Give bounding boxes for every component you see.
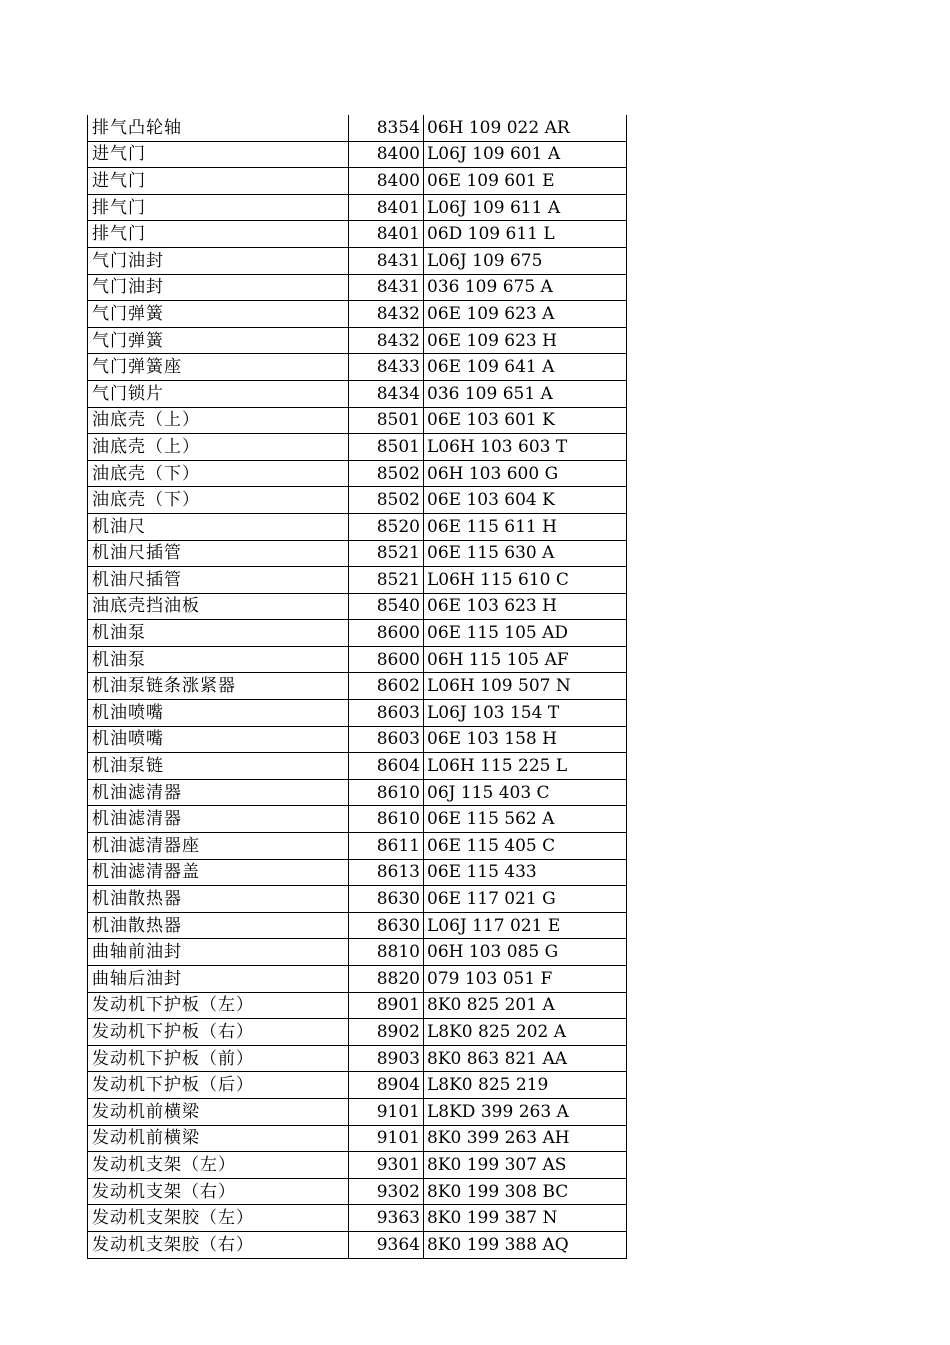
part-name-cell: 机油滤清器座 [88,833,349,860]
part-code-cell: 8502 [349,460,424,487]
table-row [88,939,627,966]
part-number-cell: 06E 109 641 A [424,354,627,381]
part-number-cell: L8K0 825 219 [424,1072,627,1099]
parts-table-body [88,115,627,1258]
table-row [88,1045,627,1072]
table-row [88,460,627,487]
part-code-cell: 8603 [349,700,424,727]
table-row [88,354,627,381]
table-row [88,806,627,833]
table-row [88,673,627,700]
part-name-cell: 机油尺插管 [88,567,349,594]
part-name-cell: 气门油封 [88,274,349,301]
table-row [88,1205,627,1232]
part-number-cell: L8KD 399 263 A [424,1098,627,1125]
part-name-cell: 油底壳（上） [88,407,349,434]
part-code-cell: 8610 [349,806,424,833]
table-row [88,593,627,620]
part-code-cell: 8540 [349,593,424,620]
part-code-cell: 8902 [349,1019,424,1046]
table-row [88,141,627,168]
part-name-cell: 油底壳（下） [88,487,349,514]
part-number-cell: L8K0 825 202 A [424,1019,627,1046]
part-code-cell: 9302 [349,1178,424,1205]
part-name-cell: 进气门 [88,168,349,195]
table-row [88,992,627,1019]
part-number-cell: 06E 103 601 K [424,407,627,434]
part-name-cell: 油底壳（上） [88,434,349,461]
table-row [88,1152,627,1179]
part-name-cell: 发动机下护板（前） [88,1045,349,1072]
part-code-cell: 8903 [349,1045,424,1072]
part-number-cell: 06H 115 105 AF [424,646,627,673]
part-name-cell: 油底壳（下） [88,460,349,487]
table-row [88,859,627,886]
part-name-cell: 发动机下护板（左） [88,992,349,1019]
part-code-cell: 8520 [349,513,424,540]
part-number-cell: L06J 109 675 [424,247,627,274]
part-code-cell: 8431 [349,247,424,274]
part-name-cell: 机油滤清器盖 [88,859,349,886]
table-row [88,434,627,461]
part-code-cell: 8434 [349,380,424,407]
part-number-cell: 06E 109 623 H [424,327,627,354]
table-row [88,301,627,328]
part-number-cell: 8K0 399 263 AH [424,1125,627,1152]
part-name-cell: 机油滤清器 [88,806,349,833]
part-name-cell: 机油泵 [88,620,349,647]
part-number-cell: 06E 109 623 A [424,301,627,328]
part-name-cell: 机油泵链 [88,753,349,780]
part-code-cell: 9101 [349,1098,424,1125]
part-name-cell: 排气门 [88,221,349,248]
part-name-cell: 气门弹簧座 [88,354,349,381]
table-row [88,115,627,141]
part-code-cell: 8904 [349,1072,424,1099]
part-name-cell: 排气凸轮轴 [88,115,349,141]
table-row [88,1098,627,1125]
table-row [88,1072,627,1099]
part-code-cell: 8901 [349,992,424,1019]
part-number-cell: 8K0 199 388 AQ [424,1231,627,1258]
table-row [88,513,627,540]
table-row [88,646,627,673]
part-code-cell: 9364 [349,1231,424,1258]
part-code-cell: 8603 [349,726,424,753]
part-name-cell: 机油尺 [88,513,349,540]
part-name-cell: 发动机下护板（右） [88,1019,349,1046]
part-number-cell: 079 103 051 F [424,966,627,993]
part-number-cell: 036 109 675 A [424,274,627,301]
table-row [88,327,627,354]
table-row [88,753,627,780]
part-code-cell: 8432 [349,301,424,328]
part-number-cell: L06J 109 611 A [424,194,627,221]
part-name-cell: 发动机支架（左） [88,1152,349,1179]
part-name-cell: 曲轴前油封 [88,939,349,966]
table-row [88,407,627,434]
part-code-cell: 8401 [349,221,424,248]
table-row [88,168,627,195]
table-row [88,1231,627,1258]
part-number-cell: 06E 103 623 H [424,593,627,620]
table-row [88,247,627,274]
part-code-cell: 8521 [349,540,424,567]
table-row [88,194,627,221]
part-code-cell: 8820 [349,966,424,993]
part-number-cell: L06J 103 154 T [424,700,627,727]
part-name-cell: 机油滤清器 [88,779,349,806]
table-row [88,1125,627,1152]
part-name-cell: 机油散热器 [88,912,349,939]
part-number-cell: 036 109 651 A [424,380,627,407]
part-code-cell: 8433 [349,354,424,381]
part-code-cell: 8610 [349,779,424,806]
table-row [88,620,627,647]
part-code-cell: 8432 [349,327,424,354]
part-name-cell: 曲轴后油封 [88,966,349,993]
part-name-cell: 气门锁片 [88,380,349,407]
part-name-cell: 发动机支架（右） [88,1178,349,1205]
part-number-cell: 06H 109 022 AR [424,115,627,141]
part-number-cell: 06E 115 405 C [424,833,627,860]
part-code-cell: 9363 [349,1205,424,1232]
part-code-cell: 9301 [349,1152,424,1179]
part-name-cell: 气门弹簧 [88,327,349,354]
table-row [88,912,627,939]
table-row [88,886,627,913]
part-number-cell: 06E 117 021 G [424,886,627,913]
part-number-cell: L06J 109 601 A [424,141,627,168]
part-number-cell: L06H 109 507 N [424,673,627,700]
part-name-cell: 气门油封 [88,247,349,274]
part-number-cell: 06E 103 604 K [424,487,627,514]
part-code-cell: 8501 [349,407,424,434]
part-name-cell: 发动机支架胶（左） [88,1205,349,1232]
table-row [88,966,627,993]
table-row [88,221,627,248]
part-number-cell: L06H 115 225 L [424,753,627,780]
part-name-cell: 排气门 [88,194,349,221]
part-number-cell: L06H 103 603 T [424,434,627,461]
part-code-cell: 8602 [349,673,424,700]
part-code-cell: 8400 [349,141,424,168]
table-row [88,567,627,594]
part-code-cell: 8501 [349,434,424,461]
table-row [88,487,627,514]
part-name-cell: 发动机前横梁 [88,1125,349,1152]
part-name-cell: 机油喷嘴 [88,700,349,727]
part-code-cell: 8611 [349,833,424,860]
table-row [88,726,627,753]
part-number-cell: 06E 109 601 E [424,168,627,195]
table-row [88,540,627,567]
table-row [88,1178,627,1205]
table-row [88,380,627,407]
part-number-cell: 06D 109 611 L [424,221,627,248]
part-code-cell: 8502 [349,487,424,514]
part-code-cell: 8604 [349,753,424,780]
part-name-cell: 机油尺插管 [88,540,349,567]
part-number-cell: 06E 103 158 H [424,726,627,753]
part-number-cell: L06J 117 021 E [424,912,627,939]
part-number-cell: 06H 103 085 G [424,939,627,966]
part-number-cell: 06H 103 600 G [424,460,627,487]
part-code-cell: 8431 [349,274,424,301]
part-number-cell: 8K0 863 821 AA [424,1045,627,1072]
part-name-cell: 机油泵 [88,646,349,673]
part-name-cell: 气门弹簧 [88,301,349,328]
part-code-cell: 8613 [349,859,424,886]
part-number-cell: 06E 115 105 AD [424,620,627,647]
part-number-cell: 8K0 199 308 BC [424,1178,627,1205]
part-number-cell: L06H 115 610 C [424,567,627,594]
part-name-cell: 进气门 [88,141,349,168]
part-number-cell: 8K0 825 201 A [424,992,627,1019]
part-number-cell: 8K0 199 387 N [424,1205,627,1232]
part-code-cell: 8810 [349,939,424,966]
part-number-cell: 06E 115 433 [424,859,627,886]
part-code-cell: 8400 [349,168,424,195]
table-row [88,1019,627,1046]
part-code-cell: 8401 [349,194,424,221]
table-row [88,779,627,806]
part-code-cell: 8600 [349,620,424,647]
part-name-cell: 机油喷嘴 [88,726,349,753]
part-number-cell: 06E 115 630 A [424,540,627,567]
part-code-cell: 8354 [349,115,424,141]
part-code-cell: 8600 [349,646,424,673]
part-name-cell: 机油泵链条涨紧器 [88,673,349,700]
part-name-cell: 发动机支架胶（右） [88,1231,349,1258]
part-name-cell: 发动机前横梁 [88,1098,349,1125]
part-number-cell: 06E 115 562 A [424,806,627,833]
table-row [88,833,627,860]
part-number-cell: 06J 115 403 C [424,779,627,806]
part-code-cell: 8630 [349,886,424,913]
part-code-cell: 8630 [349,912,424,939]
table-row [88,274,627,301]
part-name-cell: 机油散热器 [88,886,349,913]
part-name-cell: 发动机下护板（后） [88,1072,349,1099]
part-number-cell: 06E 115 611 H [424,513,627,540]
part-code-cell: 8521 [349,567,424,594]
part-code-cell: 9101 [349,1125,424,1152]
parts-table [87,115,627,1259]
part-name-cell: 油底壳挡油板 [88,593,349,620]
part-number-cell: 8K0 199 307 AS [424,1152,627,1179]
table-row [88,700,627,727]
